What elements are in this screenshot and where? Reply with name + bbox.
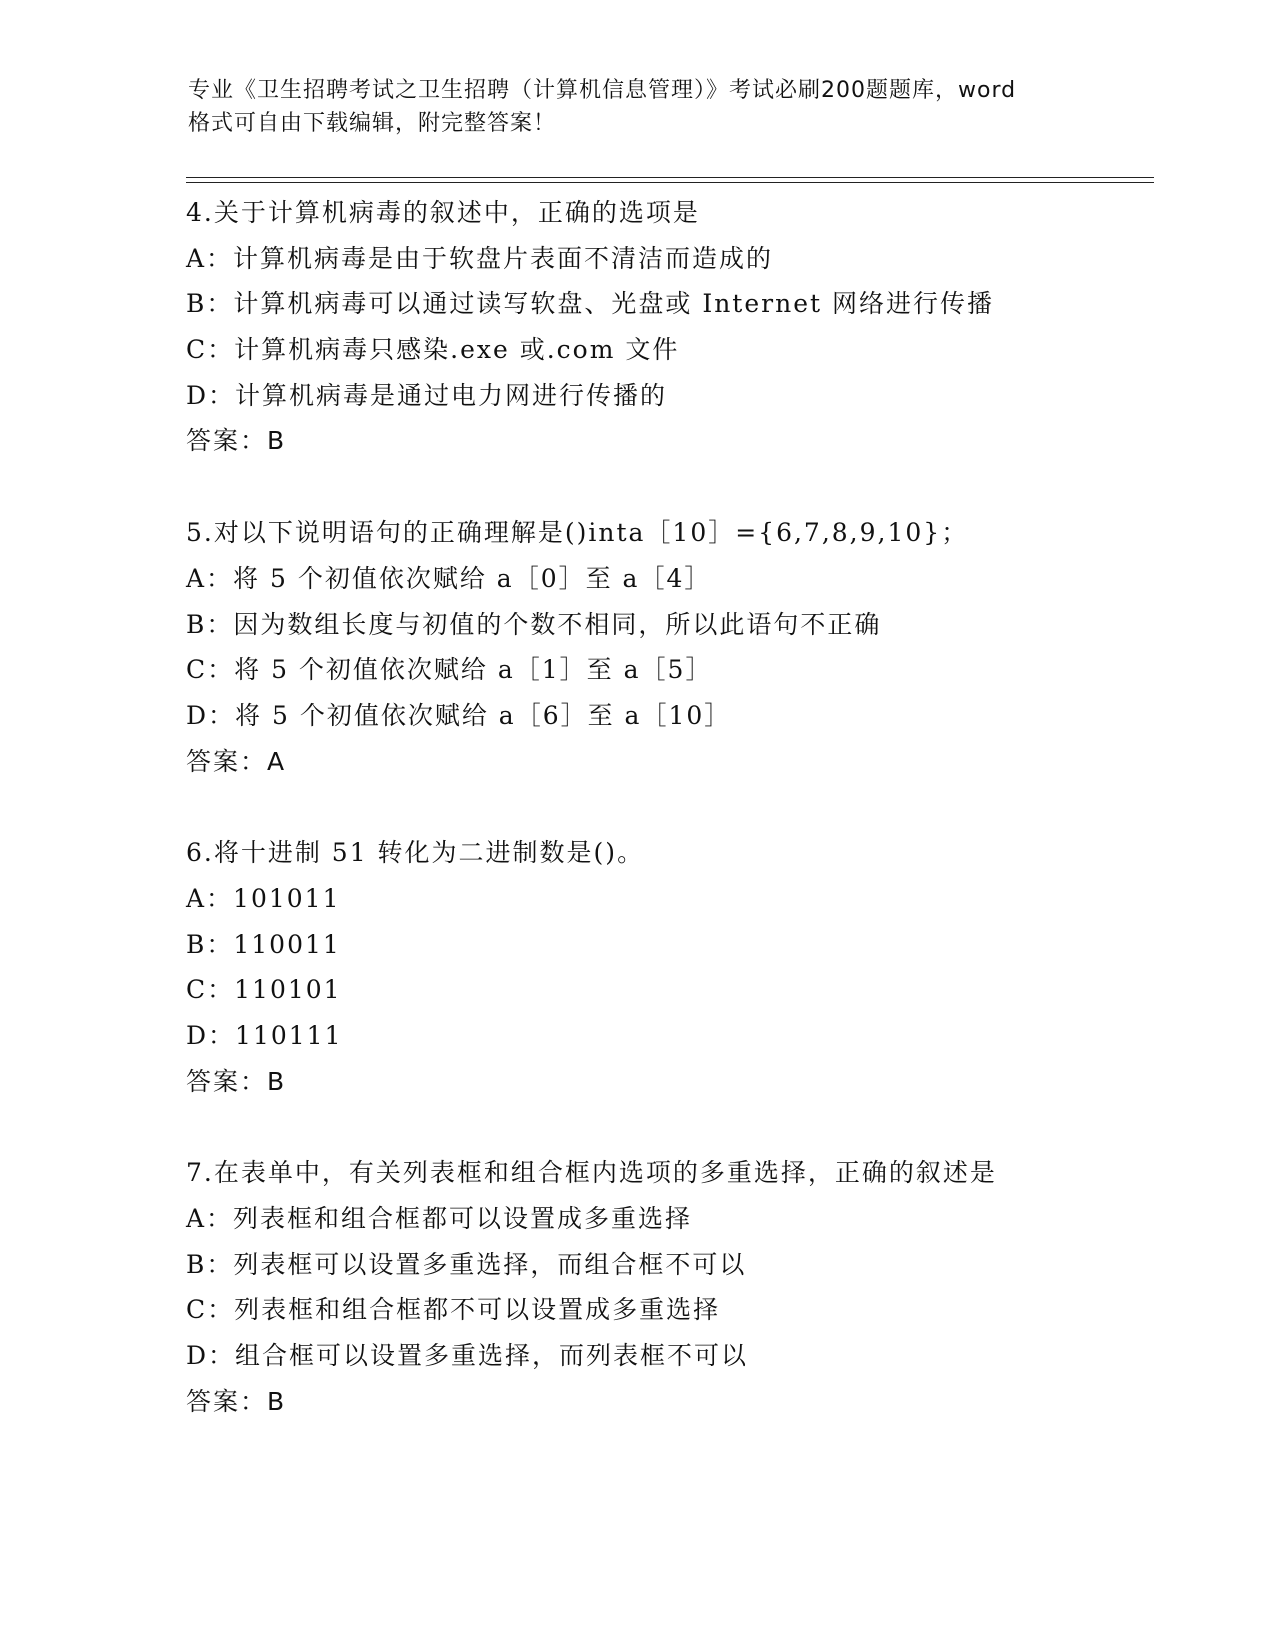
option-c: C：将 5 个初值依次赋给 a［1］至 a［5］ [186, 655, 713, 685]
question-item [186, 510, 1166, 784]
option-d: D：计算机病毒是通过电力网进行传播的 [186, 380, 668, 410]
option-b: B：计算机病毒可以通过读写软盘、光盘或 Internet 网络进行传播 [186, 289, 994, 319]
question-stem: 4.关于计算机病毒的叙述中，正确的选项是 [186, 198, 700, 227]
question-item [186, 1150, 1166, 1424]
answer-line: 答案：A [186, 746, 287, 776]
header-divider-top [186, 177, 1154, 178]
header-line-1: 专业《卫生招聘考试之卫生招聘（计算机信息管理）》考试必刷200题题库，word [188, 78, 1017, 103]
option-a: A：计算机病毒是由于软盘片表面不清洁而造成的 [186, 243, 774, 273]
question-list [186, 190, 1166, 1471]
question-stem: 6.将十进制 51 转化为二进制数是()。 [186, 838, 645, 868]
question-stem: 5.对以下说明语句的正确理解是()inta［10］={6,7,8,9,10}； [186, 518, 969, 548]
header-line-2: 格式可自由下载编辑，附完整答案！ [188, 111, 557, 136]
option-d: D：组合框可以设置多重选择，而列表框不可以 [186, 1341, 749, 1371]
option-d: D：110111 [186, 1021, 343, 1050]
question-item [186, 190, 1166, 464]
option-a: A：列表框和组合框都可以设置成多重选择 [186, 1204, 693, 1234]
option-b: B：110011 [186, 929, 341, 959]
answer-line: 答案：B [186, 426, 287, 456]
option-c: C：计算机病毒只感染.exe 或.com 文件 [186, 335, 680, 365]
option-b: B：因为数组长度与初值的个数不相同，所以此语句不正确 [186, 609, 882, 639]
option-c: C：110101 [186, 975, 342, 1005]
document-header [188, 74, 1088, 140]
option-d: D：将 5 个初值依次赋给 a［6］至 a［10］ [186, 700, 732, 730]
question-stem: 7.在表单中，有关列表框和组合框内选项的多重选择，正确的叙述是 [186, 1158, 997, 1188]
option-a: A：将 5 个初值依次赋给 a［0］至 a［4］ [186, 563, 712, 593]
option-c: C：列表框和组合框都不可以设置成多重选择 [186, 1295, 721, 1325]
question-item [186, 830, 1166, 1104]
option-b: B：列表框可以设置多重选择，而组合框不可以 [186, 1249, 747, 1279]
option-a: A：101011 [186, 883, 341, 913]
answer-line: 答案：B [186, 1386, 287, 1416]
header-divider-bottom [186, 182, 1154, 183]
answer-line: 答案：B [186, 1066, 287, 1096]
